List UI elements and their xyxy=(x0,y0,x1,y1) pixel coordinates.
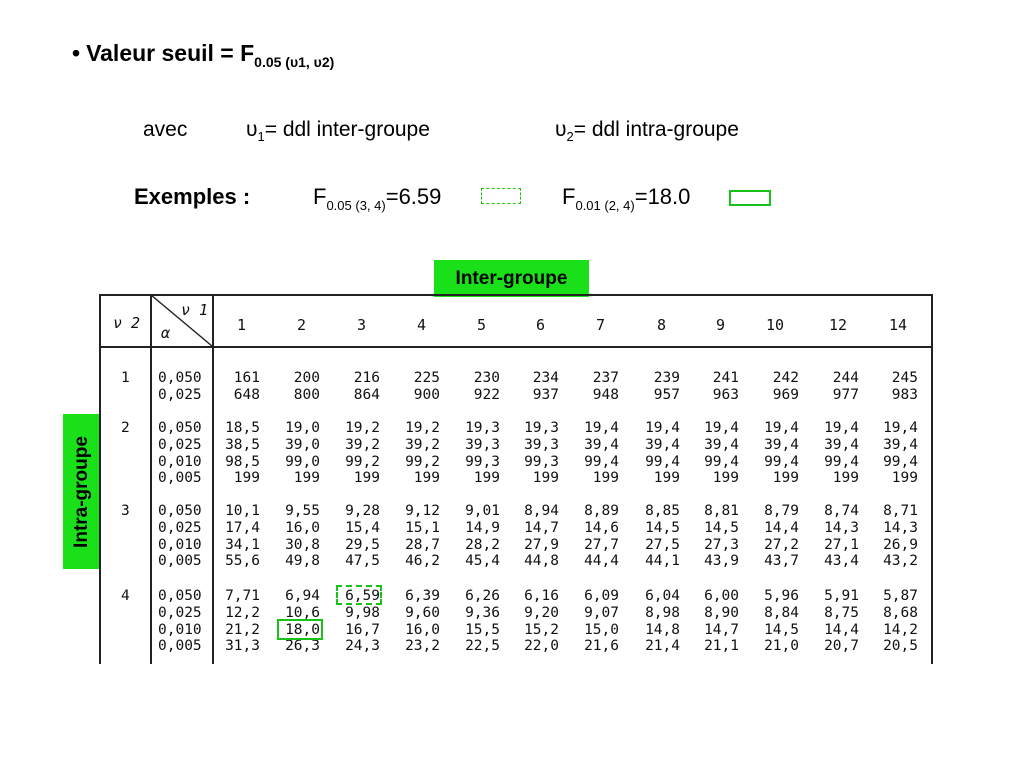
table-cell: 19,3 xyxy=(524,420,559,436)
alpha-value: 0,050 xyxy=(158,588,202,604)
table-cell: 28,7 xyxy=(405,536,440,553)
table-cell: 9,20 xyxy=(524,604,559,621)
table-cell: 14,5 xyxy=(645,519,680,536)
table-cell: 969 xyxy=(772,386,799,403)
table-cell: 199 xyxy=(832,470,859,487)
table-cell: 8,94 xyxy=(524,503,559,519)
nu1-definition xyxy=(246,118,430,144)
table-cell: 937 xyxy=(532,386,559,403)
table-cell: 10,6 xyxy=(285,604,320,621)
table-cell: 8,85 xyxy=(645,503,680,519)
table-cell: 200 xyxy=(293,370,320,386)
table-cell: 21,2 xyxy=(225,621,260,638)
table-cell: 27,3 xyxy=(704,536,739,553)
nu2-text: = ddl intra-groupe xyxy=(573,118,739,141)
alpha-value: 0,010 xyxy=(158,621,202,638)
example-2-table-marker xyxy=(277,619,323,640)
table-cell: 19,4 xyxy=(584,420,619,436)
nu2-symbol: υ xyxy=(555,118,567,141)
table-cell: 8,84 xyxy=(764,604,799,621)
table-cell: 99,3 xyxy=(465,453,500,470)
alpha-value: 0,025 xyxy=(158,436,202,453)
table-cell: 6,94 xyxy=(285,588,320,604)
table-cell: 8,90 xyxy=(704,604,739,621)
examples-label: Exemples : xyxy=(134,184,251,209)
table-cell: 99,2 xyxy=(345,453,380,470)
alpha-value: 0,025 xyxy=(158,386,202,403)
table-cell: 14,7 xyxy=(704,621,739,638)
table-cell: 43,4 xyxy=(824,553,859,570)
nu1-text: = ddl inter-groupe xyxy=(264,118,430,141)
table-cell: 922 xyxy=(473,386,500,403)
table-cell: 5,87 xyxy=(883,588,918,604)
table-cell: 242 xyxy=(772,370,799,386)
table-cell: 8,79 xyxy=(764,503,799,519)
inter-groupe-text: Inter-groupe xyxy=(455,267,568,289)
table-cell: 19,0 xyxy=(285,420,320,436)
intra-groupe-label xyxy=(63,414,100,569)
table-cell: 27,7 xyxy=(584,536,619,553)
dashed-box-legend xyxy=(481,188,521,204)
example-1-subscript: 0.05 (3, 4) xyxy=(326,198,386,213)
table-cell: 8,74 xyxy=(824,503,859,519)
table-cell: 199 xyxy=(772,470,799,487)
table-nu2-divider xyxy=(150,294,152,664)
example-1-value: =6.59 xyxy=(385,184,442,209)
nu2-definition xyxy=(555,118,739,144)
nu2-row-label: 3 xyxy=(121,503,130,519)
table-cell: 27,9 xyxy=(524,536,559,553)
table-cell: 8,98 xyxy=(645,604,680,621)
table-cell: 30,8 xyxy=(285,536,320,553)
table-cell: 14,4 xyxy=(764,519,799,536)
table-cell: 44,4 xyxy=(584,553,619,570)
table-cell: 19,4 xyxy=(645,420,680,436)
table-cell: 648 xyxy=(233,386,260,403)
table-cell: 43,2 xyxy=(883,553,918,570)
nu2-row-label: 4 xyxy=(121,588,130,604)
table-cell: 230 xyxy=(473,370,500,386)
table-cell: 22,5 xyxy=(465,638,500,655)
table-cell: 39,4 xyxy=(584,436,619,453)
avec-label: avec xyxy=(143,118,188,141)
table-header-divider xyxy=(99,346,933,348)
alpha-value: 0,025 xyxy=(158,519,202,536)
table-cell: 27,2 xyxy=(764,536,799,553)
table-cell: 31,3 xyxy=(225,638,260,655)
column-header: 2 xyxy=(297,316,307,334)
table-cell: 21,6 xyxy=(584,638,619,655)
table-cell: 19,4 xyxy=(824,420,859,436)
table-cell: 199 xyxy=(293,470,320,487)
alpha-value: 0,050 xyxy=(158,370,202,386)
alpha-value: 0,005 xyxy=(158,638,202,655)
table-cell: 20,7 xyxy=(824,638,859,655)
table-cell: 19,2 xyxy=(345,420,380,436)
table-cell: 8,71 xyxy=(883,503,918,519)
table-cell: 9,12 xyxy=(405,503,440,519)
table-cell: 900 xyxy=(413,386,440,403)
table-cell: 12,2 xyxy=(225,604,260,621)
example-1-table-marker xyxy=(336,585,382,605)
table-cell: 45,4 xyxy=(465,553,500,570)
table-cell: 26,3 xyxy=(285,638,320,655)
table-cell: 8,68 xyxy=(883,604,918,621)
table-cell: 44,1 xyxy=(645,553,680,570)
table-cell: 8,89 xyxy=(584,503,619,519)
nu1-index: 1 xyxy=(257,129,265,144)
table-cell: 199 xyxy=(233,470,260,487)
table-top-border xyxy=(99,294,933,296)
table-cell: 21,0 xyxy=(764,638,799,655)
column-header: 6 xyxy=(536,316,546,334)
table-cell: 15,5 xyxy=(465,621,500,638)
table-cell: 34,1 xyxy=(225,536,260,553)
slide-title xyxy=(72,40,334,70)
table-cell: 6,39 xyxy=(405,588,440,604)
title-subscript: 0.05 (υ1, υ2) xyxy=(254,54,335,70)
nu2-row-label: 2 xyxy=(121,420,130,436)
corner-nu2-label: ν 2 xyxy=(113,314,141,332)
table-cell: 21,1 xyxy=(704,638,739,655)
column-header: 5 xyxy=(477,316,487,334)
table-cell: 9,60 xyxy=(405,604,440,621)
table-cell: 14,6 xyxy=(584,519,619,536)
table-cell: 15,0 xyxy=(584,621,619,638)
table-cell: 216 xyxy=(353,370,380,386)
table-cell: 99,4 xyxy=(584,453,619,470)
table-cell: 23,2 xyxy=(405,638,440,655)
table-cell: 98,5 xyxy=(225,453,260,470)
example-1 xyxy=(313,184,441,213)
table-cell: 29,5 xyxy=(345,536,380,553)
table-cell: 800 xyxy=(293,386,320,403)
table-cell: 39,4 xyxy=(764,436,799,453)
table-cell: 7,71 xyxy=(225,588,260,604)
table-cell: 14,8 xyxy=(645,621,680,638)
alpha-value: 0,050 xyxy=(158,420,202,436)
table-cell: 199 xyxy=(413,470,440,487)
nu2-index: 2 xyxy=(566,129,574,144)
table-cell: 6,59 xyxy=(345,588,380,604)
alpha-value: 0,010 xyxy=(158,453,202,470)
table-cell: 99,2 xyxy=(405,453,440,470)
table-cell: 46,2 xyxy=(405,553,440,570)
table-cell: 6,00 xyxy=(704,588,739,604)
table-cell: 99,4 xyxy=(645,453,680,470)
table-cell: 9,36 xyxy=(465,604,500,621)
alpha-value: 0,005 xyxy=(158,553,202,570)
table-cell: 99,0 xyxy=(285,453,320,470)
table-cell: 15,2 xyxy=(524,621,559,638)
table-cell: 18,0 xyxy=(285,621,320,638)
table-cell: 225 xyxy=(413,370,440,386)
table-cell: 241 xyxy=(712,370,739,386)
table-cell: 39,4 xyxy=(704,436,739,453)
column-header: 10 xyxy=(766,316,785,334)
table-cell: 963 xyxy=(712,386,739,403)
table-cell: 9,98 xyxy=(345,604,380,621)
table-cell: 19,3 xyxy=(465,420,500,436)
table-cell: 19,4 xyxy=(704,420,739,436)
title-main: Valeur seuil = F xyxy=(86,40,255,66)
table-cell: 199 xyxy=(532,470,559,487)
alpha-value: 0,025 xyxy=(158,604,202,621)
table-cell: 38,5 xyxy=(225,436,260,453)
table-cell: 15,4 xyxy=(345,519,380,536)
table-cell: 14,5 xyxy=(764,621,799,638)
table-left-border xyxy=(99,294,101,664)
table-cell: 26,9 xyxy=(883,536,918,553)
table-cell: 39,4 xyxy=(824,436,859,453)
table-cell: 9,01 xyxy=(465,503,500,519)
table-cell: 49,8 xyxy=(285,553,320,570)
nu1-symbol: υ xyxy=(246,118,258,141)
table-cell: 161 xyxy=(233,370,260,386)
column-header: 9 xyxy=(716,316,726,334)
table-cell: 19,4 xyxy=(883,420,918,436)
table-cell: 39,2 xyxy=(405,436,440,453)
table-cell: 14,4 xyxy=(824,621,859,638)
table-cell: 9,28 xyxy=(345,503,380,519)
solid-box-legend xyxy=(729,190,771,206)
table-cell: 14,5 xyxy=(704,519,739,536)
alpha-value: 0,005 xyxy=(158,470,202,487)
table-cell: 24,3 xyxy=(345,638,380,655)
table-cell: 5,91 xyxy=(824,588,859,604)
table-cell: 199 xyxy=(473,470,500,487)
table-cell: 948 xyxy=(592,386,619,403)
table-alpha-divider xyxy=(212,294,214,664)
alpha-value: 0,050 xyxy=(158,503,202,519)
table-cell: 18,5 xyxy=(225,420,260,436)
table-cell: 19,4 xyxy=(764,420,799,436)
table-cell: 245 xyxy=(891,370,918,386)
table-cell: 9,55 xyxy=(285,503,320,519)
table-cell: 27,5 xyxy=(645,536,680,553)
table-cell: 17,4 xyxy=(225,519,260,536)
table-cell: 39,3 xyxy=(465,436,500,453)
table-cell: 43,9 xyxy=(704,553,739,570)
table-cell: 14,2 xyxy=(883,621,918,638)
table-cell: 5,96 xyxy=(764,588,799,604)
table-cell: 39,3 xyxy=(524,436,559,453)
table-cell: 6,26 xyxy=(465,588,500,604)
table-cell: 14,9 xyxy=(465,519,500,536)
column-header: 8 xyxy=(657,316,667,334)
table-cell: 16,7 xyxy=(345,621,380,638)
table-cell: 6,16 xyxy=(524,588,559,604)
example-2 xyxy=(562,184,690,213)
column-header: 14 xyxy=(889,316,908,334)
table-cell: 99,3 xyxy=(524,453,559,470)
table-cell: 8,75 xyxy=(824,604,859,621)
table-cell: 6,04 xyxy=(645,588,680,604)
table-cell: 43,7 xyxy=(764,553,799,570)
table-cell: 19,2 xyxy=(405,420,440,436)
table-cell: 55,6 xyxy=(225,553,260,570)
table-cell: 237 xyxy=(592,370,619,386)
f-distribution-table xyxy=(99,294,936,664)
intra-groupe-text: Intra-groupe xyxy=(70,435,92,548)
table-cell: 244 xyxy=(832,370,859,386)
table-cell: 39,0 xyxy=(285,436,320,453)
table-cell: 15,1 xyxy=(405,519,440,536)
example-1-f: F xyxy=(313,184,327,209)
table-cell: 9,07 xyxy=(584,604,619,621)
table-cell: 14,3 xyxy=(883,519,918,536)
column-header: 7 xyxy=(596,316,606,334)
table-cell: 199 xyxy=(653,470,680,487)
table-cell: 199 xyxy=(712,470,739,487)
corner-alpha-label: α xyxy=(161,324,171,342)
example-2-f: F xyxy=(562,184,576,209)
table-cell: 20,5 xyxy=(883,638,918,655)
table-cell: 39,2 xyxy=(345,436,380,453)
column-header: 3 xyxy=(357,316,367,334)
table-cell: 39,4 xyxy=(883,436,918,453)
bullet: • xyxy=(72,40,81,66)
table-cell: 27,1 xyxy=(824,536,859,553)
table-cell: 957 xyxy=(653,386,680,403)
table-cell: 983 xyxy=(891,386,918,403)
corner-nu1-label: ν 1 xyxy=(181,301,209,319)
table-cell: 199 xyxy=(353,470,380,487)
table-cell: 10,1 xyxy=(225,503,260,519)
table-cell: 22,0 xyxy=(524,638,559,655)
table-cell: 864 xyxy=(353,386,380,403)
column-header: 12 xyxy=(829,316,848,334)
table-cell: 199 xyxy=(891,470,918,487)
table-cell: 16,0 xyxy=(405,621,440,638)
table-cell: 977 xyxy=(832,386,859,403)
table-cell: 199 xyxy=(592,470,619,487)
table-cell: 39,4 xyxy=(645,436,680,453)
table-cell: 47,5 xyxy=(345,553,380,570)
column-header: 1 xyxy=(237,316,247,334)
table-cell: 99,4 xyxy=(764,453,799,470)
table-cell: 234 xyxy=(532,370,559,386)
inter-groupe-label xyxy=(434,260,589,297)
alpha-value: 0,010 xyxy=(158,536,202,553)
table-cell: 8,81 xyxy=(704,503,739,519)
example-2-value: =18.0 xyxy=(634,184,691,209)
table-cell: 28,2 xyxy=(465,536,500,553)
table-cell: 16,0 xyxy=(285,519,320,536)
column-header: 4 xyxy=(417,316,427,334)
table-cell: 14,3 xyxy=(824,519,859,536)
nu2-row-label: 1 xyxy=(121,370,130,386)
table-cell: 99,4 xyxy=(704,453,739,470)
example-2-subscript: 0.01 (2, 4) xyxy=(575,198,635,213)
table-cell: 239 xyxy=(653,370,680,386)
table-cell: 44,8 xyxy=(524,553,559,570)
table-cell: 14,7 xyxy=(524,519,559,536)
table-right-border xyxy=(931,294,933,664)
table-cell: 6,09 xyxy=(584,588,619,604)
table-cell: 21,4 xyxy=(645,638,680,655)
table-cell: 99,4 xyxy=(824,453,859,470)
table-cell: 99,4 xyxy=(883,453,918,470)
